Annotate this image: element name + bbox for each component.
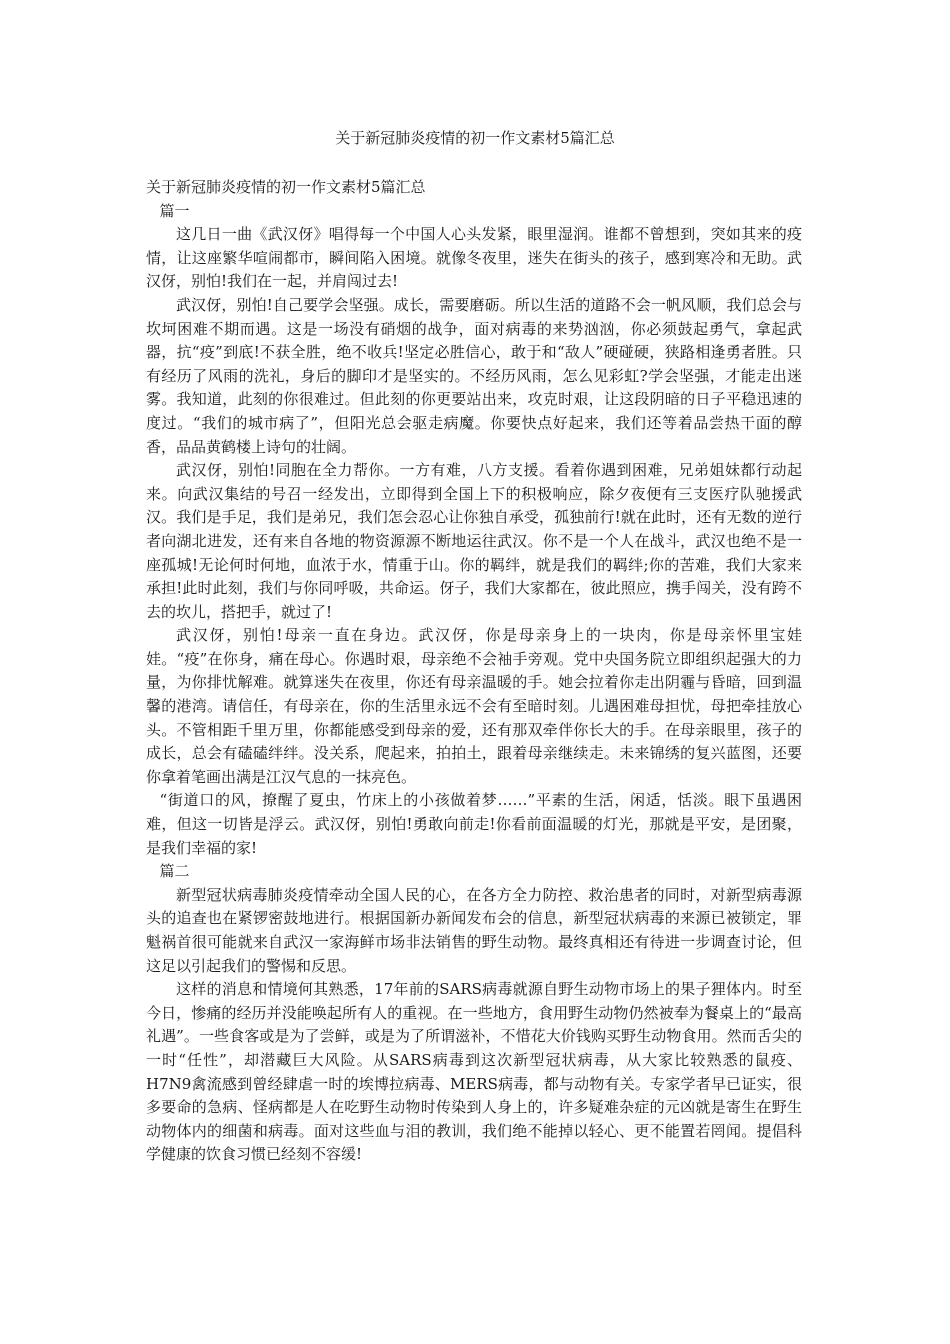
paragraph: 武汉伢，别怕!自己要学会坚强。成长，需要磨砺。所以生活的道路不会一帆风顺，我们总会与坎坷困难不期而遇。这是一场没有硝烟的战争，面对病毒的来势汹汹，你必须鼓起勇气，拿起武器，抗“疫”到底!不获全胜，绝不收兵!坚定必胜信心，敢于和“敌人”硬碰硬，狭路相逢勇者胜。只有经历了风雨的洗礼，身后的脚印才是坚实的。不经历风雨，怎么见彩虹?学会坚强，才能走出迷雾。我知道，此刻的你很难过。但此刻的你更要站出来，攻克时艰，让这段阴暗的日子平稳迅速的度过。“我们的城市病了”，但阳光总会驱走病魔。你要快点好起来，我们还等着品尝热干面的醇香，品品黄鹤楼上诗句的壮阔。 xyxy=(146,295,802,456)
document-title: 关于新冠肺炎疫情的初一作文素材5篇汇总 xyxy=(335,129,615,147)
section-heading-2: 篇二 xyxy=(159,862,190,881)
document-subtitle: 关于新冠肺炎疫情的初一作文素材5篇汇总 xyxy=(146,178,426,196)
paragraph: 武汉伢，别怕!母亲一直在身边。武汉伢，你是母亲身上的一块肉，你是母亲怀里宝娃娃。“疫”在你身，痛在母心。你遇时艰，母亲绝不会袖手旁观。党中央国务院立即组织起强大的力量，为你排忧解难。就算迷失在夜里，你还有母亲温暖的手。她会拉着你走出阴霾与昏暗，回到温馨的港湾。请信任，有母亲在，你的生活里永远不会有至暗时刻。儿遇困难母担忧，母把牵挂放心头。不管相距千里万里，你都能感受到母亲的爱，还有那双牵伴你长大的手。在母亲眼里，孩子的成长，总会有磕磕绊绊。没关系，爬起来，拍拍土，跟着母亲继续走。未来锦绣的复兴蓝图，还要你拿着笔画出满是江汉气息的一抹亮色。 xyxy=(146,626,802,786)
paragraph: 这样的消息和情境何其熟悉，17年前的SARS病毒就源自野生动物市场上的果子狸体内。时至今日，惨痛的经历并没能唤起所有人的重视。在一些地方，食用野生动物仍然被奉为餐桌上的“最高礼遇”。一些食客或是为了尝鲜，或是为了所谓滋补，不惜花大价钱购买野生动物食用。然而舌尖的一时“任性”，却潜藏巨大风险。从SARS病毒到这次新型冠状病毒，从大家比较熟悉的鼠疫、H7N9禽流感到曾经肆虐一时的埃博拉病毒、MERS病毒，都与动物有关。专家学者早已证实，很多要命的急病、怪病都是人在吃野生动物时传染到人身上的，许多疑难杂症的元凶就是寄生在野生动物体内的细菌和病毒。面对这些血与泪的教训，我们绝不能掉以轻心、更不能置若罔闻。提倡科学健康的饮食习惯已经刻不容缓! xyxy=(146,980,802,1164)
paragraph: 新型冠状病毒肺炎疫情牵动全国人民的心，在各方全力防控、救治患者的同时，对新型病毒源头的追查也在紧锣密鼓地进行。根据国新办新闻发布会的信息，新型冠状病毒的来源已被锁定，罪魁祸首很可能就来自武汉一家海鲜市场非法销售的野生动物。最终真相还有待进一步调查讨论，但这足以引起我们的警惕和反思。 xyxy=(146,885,802,975)
paragraph: 武汉伢，别怕!同胞在全力帮你。一方有难，八方支援。看着你遇到困难，兄弟姐妹都行动起来。向武汉集结的号召一经发出，立即得到全国上下的积极响应，除夕夜便有三支医疗队驰援武汉。我们是手足，我们是弟兄，我们怎会忍心让你独自承受，孤独前行!就在此时，还有无数的逆行者向湖北进发，还有来自各地的物资源源不断地运往武汉。你不是一个人在战斗，武汉也绝不是一座孤城!无论何时何地，血浓于水，情重于山。你的羁绊，就是我们的羁绊;你的苦难，我们大家来承担!此时此刻，我们与你同呼吸，共命运。伢子，我们大家都在，彼此照应，携手闯关，没有跨不去的坎儿，搭把手，就过了! xyxy=(146,461,802,621)
paragraph: “街道口的风，撩醒了夏虫，竹床上的小孩做着梦……”平素的生活，闲适，恬淡。眼下虽遇困难，但这一切皆是浮云。武汉伢，别怕!勇敢向前走!你看前面温暖的灯光，那就是平安，是团聚，是我们幸福的家! xyxy=(146,791,802,857)
section-heading-1: 篇一 xyxy=(159,201,190,220)
paragraph: 这几日一曲《武汉伢》唱得每一个中国人心头发紧，眼里湿润。谁都不曾想到，突如其来的疫情，让这座繁华喧闹都市，瞬间陷入困境。就像冬夜里，迷失在街头的孩子，感到寒冷和无助。武汉伢，别怕!我们在一起，并肩闯过去! xyxy=(146,225,802,291)
document-body xyxy=(146,176,802,1167)
